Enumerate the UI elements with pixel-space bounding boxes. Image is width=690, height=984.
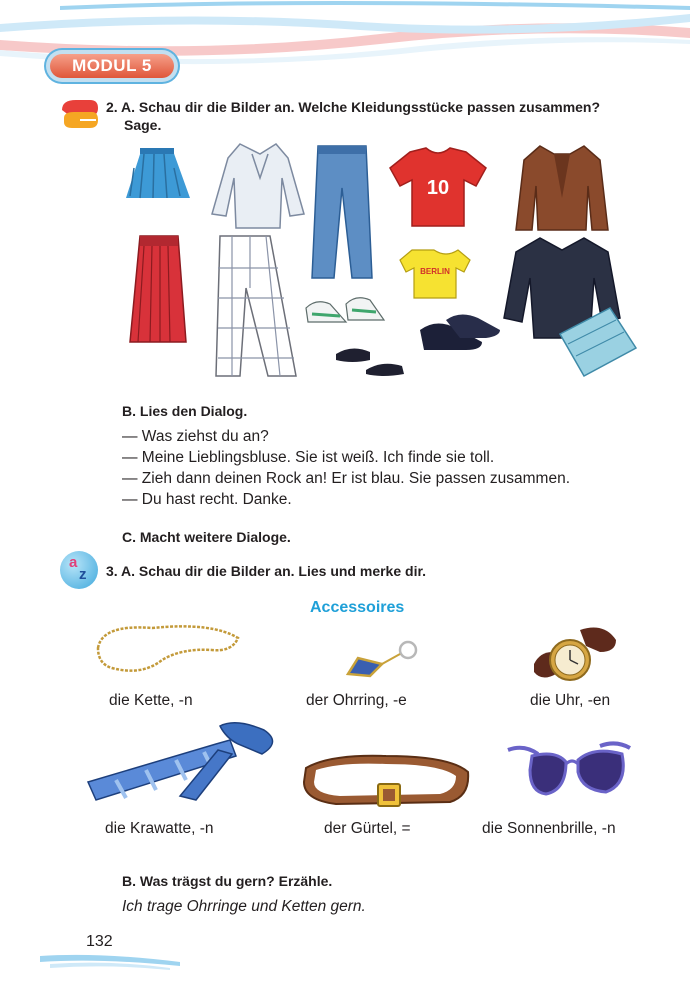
red-jersey-image [390,148,486,226]
caption-sonnenbrille: die Sonnenbrille, -n [482,820,616,837]
yellow-tshirt-image [400,250,470,298]
task3-a-heading: 3. A. Schau dir die Bilder an. Lies und merke dir. [106,563,427,579]
module-label: MODUL 5 [50,54,174,78]
badge-letter-a: a [69,554,78,571]
jersey-number: 10 [426,177,450,199]
caption-kette: die Kette, -n [109,692,193,709]
jeans-image [312,146,372,278]
speech-task-icon [60,98,100,132]
dialog-line: — Zieh dann deinen Rock an! Er ist blau. Sie passen zusammen. [122,470,571,487]
caption-krawatte: die Krawatte, -n [105,820,214,837]
dialog-line: — Was ziehst du an? [122,428,269,445]
checked-trousers-image [216,236,296,376]
womens-shoes-image [336,348,404,376]
brown-jacket-image [516,146,608,230]
mens-shoes-image [420,314,500,350]
dialog-line: — Meine Lieblingsbluse. Sie ist weiß. Ich finde sie toll. [122,449,495,466]
sneakers-image [306,298,384,322]
necklace-image [92,618,242,680]
dialog-line: — Du hast recht. Danke. [122,491,292,508]
watch-image [530,624,620,688]
caption-uhr: die Uhr, -en [530,692,611,709]
white-blouse-image [212,144,304,228]
tie-image [86,720,282,816]
clothing-illustration [120,138,640,388]
red-pleated-skirt-image [130,236,186,342]
module-badge [46,50,178,82]
vocabulary-icon [60,551,98,589]
task2-b-heading: B. Lies den Dialog. [122,403,248,419]
caption-ohrring: der Ohrring, -e [306,692,407,709]
caption-guertel: der Gürtel, = [324,820,411,837]
task3-b-heading: B. Was trägst du gern? Erzähle. [122,873,333,889]
tshirt-print: BERLIN [420,267,450,276]
sunglasses-image [504,740,634,804]
badge-letter-z: z [79,566,87,583]
task2-a-heading-line1: 2. A. Schau dir die Bilder an. Welche Kleidungsstücke passen zusammen? [106,99,601,115]
earring-image [338,636,420,680]
page-number: 132 [86,933,113,950]
task2-a-heading-line2: Sage. [124,117,162,133]
task2-c-heading: C. Macht weitere Dialoge. [122,529,291,545]
example-sentence: Ich trage Ohrringe und Ketten gern. [122,898,366,915]
accessories-title: Accessoires [310,599,405,616]
blue-skirt-image [126,148,190,198]
footer-decoration [40,950,180,972]
belt-image [300,748,472,810]
